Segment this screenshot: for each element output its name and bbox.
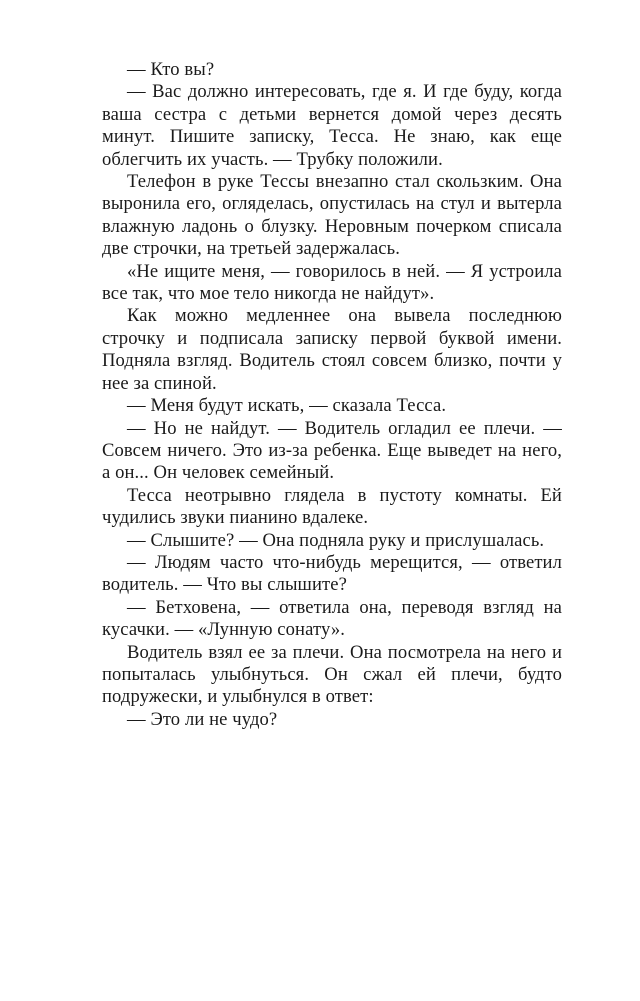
paragraph: — Но не найдут. — Водитель огладил ее плечи. — Совсем ничего. Это из-за ребенка. Еще выведет на него, а он... Он человек семейный. [102,417,562,484]
paragraph: — Меня будут искать, — сказала Тесса. [127,395,447,417]
paragraph: «Не ищите меня, — говорилось в ней. — Я устроила все так, что мое тело никогда не найдут». [102,260,562,305]
page-text [102,59,562,731]
paragraph: Водитель взял ее за плечи. Она посмотрела на него и попыталась улыбнуться. Он сжал ей плечи, будто подружески, и улыбнулся в ответ: [102,641,562,708]
paragraph: — Людям часто что-нибудь мерещится, — ответил водитель. — Что вы слышите? [102,551,562,596]
paragraph: — Кто вы? [127,59,215,80]
paragraph: Как можно медленнее она вывела последнюю строчку и подписала записку первой буквой имени. Подняла взгляд. Водитель стоял совсем близко, почти у нее за спиной. [102,305,562,394]
paragraph: Тесса неотрывно глядела в пустоту комнаты. Ей чудились звуки пианино вдалеке. [102,484,562,529]
paragraph: — Бетховена, — ответила она, переводя взгляд на кусачки. — «Лунную сонату». [102,596,562,641]
paragraph: Телефон в руке Тессы внезапно стал скользким. Она выронила его, огляделась, опустилась на стул и вытерла влажную ладонь о блузку. Неровным почерком списала две строчки, на третьей задержалась. [102,171,562,260]
paragraph: — Это ли не чудо? [127,708,278,730]
paragraph: — Вас должно интересовать, где я. И где буду, когда ваша сестра с детьми вернется домой через десять минут. Пишите записку, Тесса. Не знаю, как еще облегчить их участь. — Трубку положили. [102,81,562,170]
paragraph: — Слышите? — Она подняла руку и прислушалась. [127,529,545,551]
